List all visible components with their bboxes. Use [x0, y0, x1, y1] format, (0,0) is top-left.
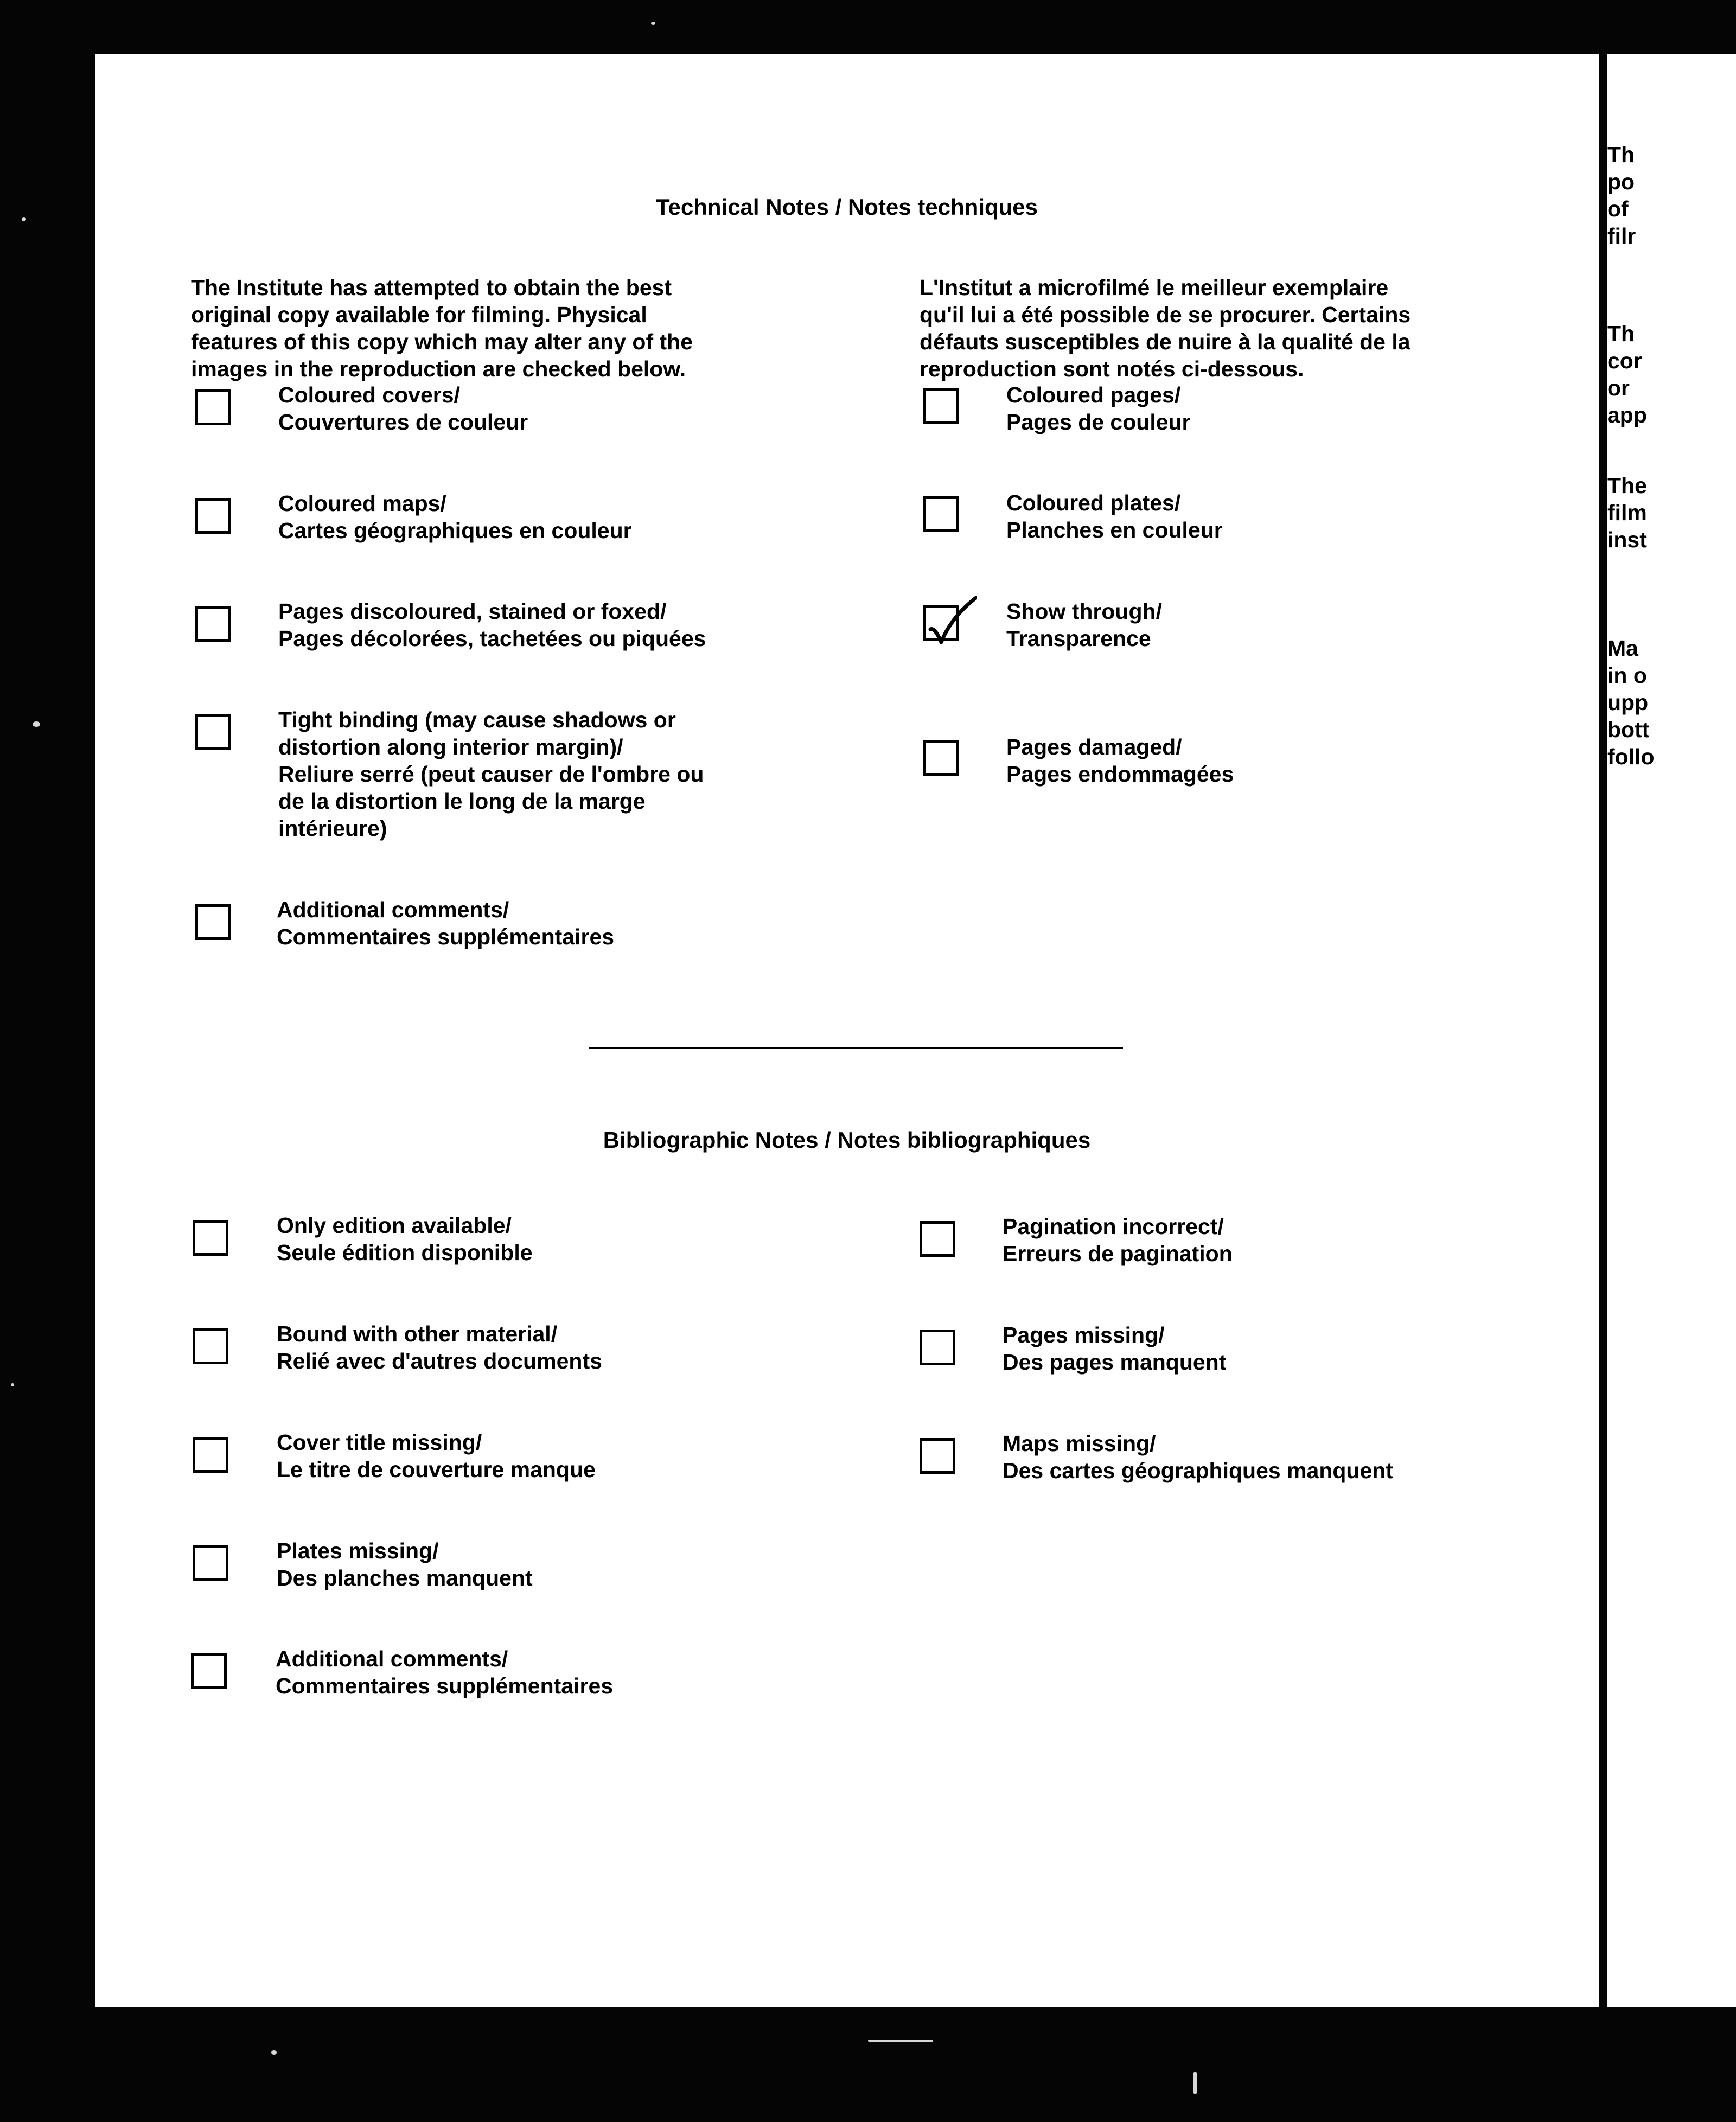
intro-english-line: images in the reproduction are checked below. [191, 356, 686, 381]
fragment-text: film [1607, 500, 1647, 525]
film-speck [1194, 2072, 1197, 2094]
bibliographic-notes-heading: Bibliographic Notes / Notes bibliographiques [603, 1127, 1091, 1153]
coloured-plates-checkbox[interactable] [923, 496, 959, 532]
film-speck [22, 217, 26, 221]
cover-title-missing-checkbox[interactable] [193, 1437, 228, 1473]
film-speck [271, 2050, 277, 2055]
fragment-text: app [1607, 402, 1647, 427]
fragment-text: of [1607, 196, 1629, 221]
film-speck [33, 721, 40, 727]
coloured-covers-label: Coloured covers/ Couvertures de couleur [278, 382, 528, 434]
adjacent-page-fragment [1607, 54, 1736, 2007]
additional-comments-technical-label: Additional comments/ Commentaires supplémentaires [277, 897, 615, 949]
fragment-text: Ma [1607, 636, 1638, 661]
film-speck [868, 2040, 933, 2042]
fragment-text: inst [1607, 527, 1647, 552]
bound-with-label: Bound with other material/ Relié avec d'autres documents [277, 1321, 602, 1373]
fragment-text: Th [1607, 142, 1635, 167]
show-through-label: Show through/ Transparence [1006, 599, 1162, 651]
pages-damaged-label: Pages damaged/ Pages endommagées [1006, 734, 1234, 787]
fragment-text: cor [1607, 348, 1642, 373]
coloured-pages-label: Coloured pages/ Pages de couleur [1006, 382, 1191, 434]
film-speck [651, 22, 655, 25]
additional-comments-bibliographic-label: Additional comments/ Commentaires supplémentaires [276, 1646, 614, 1698]
tight-binding-checkbox[interactable] [195, 714, 231, 750]
pages-damaged-checkbox[interactable] [923, 740, 959, 776]
technical-notes-heading: Technical Notes / Notes techniques [655, 194, 1038, 220]
bound-with-checkbox[interactable] [193, 1328, 228, 1364]
additional-comments-technical-checkbox[interactable] [195, 904, 231, 940]
section-divider [589, 1047, 1123, 1049]
only-edition-checkbox[interactable] [193, 1220, 228, 1256]
intro-french-line: qu'il lui a été possible de se procurer. Certains [920, 302, 1411, 327]
fragment-text: filr [1607, 223, 1636, 248]
intro-english-line: The Institute has attempted to obtain the best [191, 275, 672, 300]
fragment-text: bott [1607, 717, 1650, 742]
intro-french [920, 274, 1410, 382]
fragment-text: follo [1607, 744, 1655, 769]
coloured-maps-label: Coloured maps/ Cartes géographiques en couleur [278, 491, 632, 543]
intro-french-line: défauts susceptibles de nuire à la qualité de la [920, 329, 1410, 354]
fragment-text: upp [1607, 690, 1649, 715]
fragment-text: or [1607, 375, 1630, 400]
coloured-plates-label: Coloured plates/ Planches en couleur [1006, 490, 1223, 542]
intro-english-line: original copy available for filming. Physical [191, 302, 647, 327]
fragment-text: The [1607, 473, 1647, 498]
plates-missing-checkbox[interactable] [193, 1545, 228, 1581]
intro-french-line: reproduction sont notés ci-dessous. [920, 356, 1304, 381]
coloured-maps-checkbox[interactable] [195, 498, 231, 534]
plates-missing-label: Plates missing/ Des planches manquent [277, 1538, 533, 1590]
pagination-incorrect-label: Pagination incorrect/ Erreurs de pagination [1003, 1214, 1233, 1266]
intro-english-line: features of this copy which may alter any of the [191, 329, 693, 354]
pages-discoloured-checkbox[interactable] [195, 606, 231, 642]
technical-notes-page [95, 54, 1599, 2007]
cover-title-missing-label: Cover title missing/ Le titre de couverture manque [277, 1430, 596, 1482]
intro-english [191, 274, 693, 382]
fragment-text: po [1607, 169, 1635, 194]
show-through-checkbox[interactable] [923, 605, 959, 641]
fragment-text: in o [1607, 663, 1647, 688]
additional-comments-bibliographic-checkbox[interactable] [191, 1653, 227, 1689]
fragment-text: Th [1607, 321, 1635, 346]
pagination-incorrect-checkbox[interactable] [920, 1221, 955, 1257]
pages-missing-label: Pages missing/ Des pages manquent [1003, 1322, 1227, 1375]
checkmark-icon [923, 596, 977, 650]
coloured-pages-checkbox[interactable] [923, 388, 959, 424]
maps-missing-label: Maps missing/ Des cartes géographiques manquent [1003, 1431, 1393, 1483]
film-speck [11, 1383, 14, 1386]
intro-french-line: L'Institut a microfilmé le meilleur exemplaire [920, 275, 1389, 300]
coloured-covers-checkbox[interactable] [195, 389, 231, 425]
maps-missing-checkbox[interactable] [920, 1438, 955, 1474]
pages-missing-checkbox[interactable] [920, 1330, 955, 1365]
tight-binding-label: Tight binding (may cause shadows or distortion along interior margin)/ Reliure serré (peut causer de l'ombre ou de la distortion le long de la marge intérieure) [278, 707, 704, 841]
only-edition-label: Only edition available/ Seule édition disponible [277, 1213, 533, 1265]
pages-discoloured-label: Pages discoloured, stained or foxed/ Pages décolorées, tachetées ou piquées [278, 599, 706, 651]
